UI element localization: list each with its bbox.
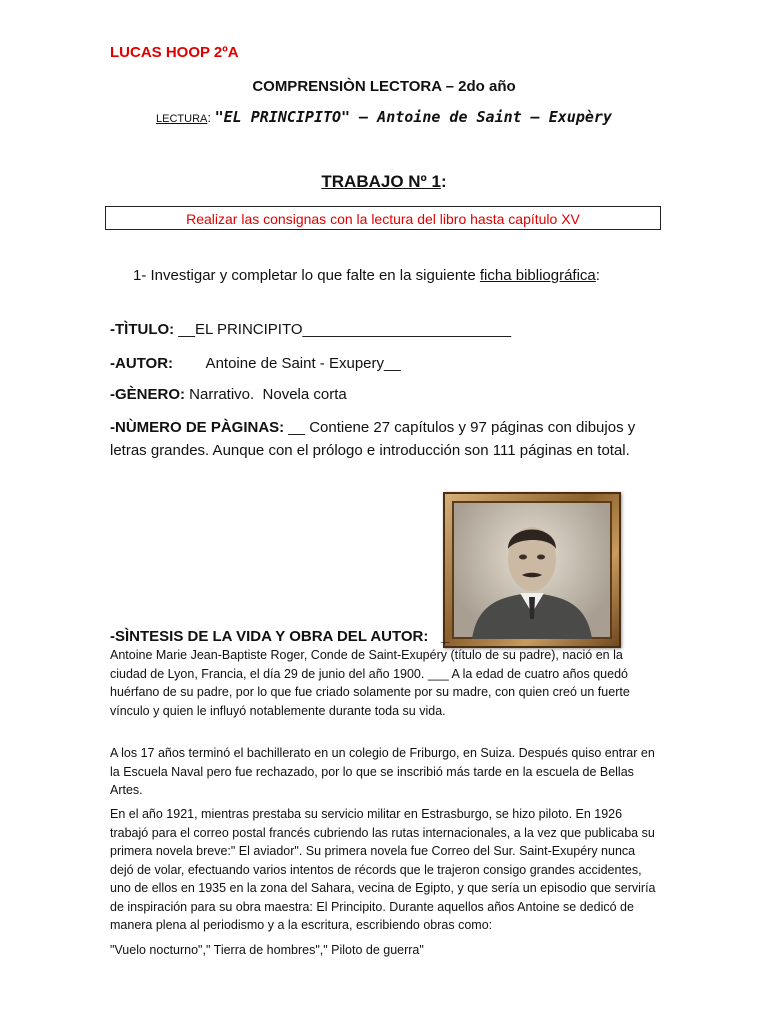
biography-paragraph: A los 17 años terminó el bachillerato en un colegio de Friburgo, en Suiza. Después quiso entrar en la Escuela Naval pero fue rechazado, por lo que se inscribió más tarde en la escuela de Bellas Artes. — [110, 746, 655, 797]
author-portrait-photo — [452, 501, 612, 639]
question-1 — [133, 267, 600, 284]
course-title: COMPRENSIÒN LECTORA – 2do año — [252, 78, 516, 95]
field-genero — [110, 386, 347, 403]
work-title-text: TRABAJO Nº 1 — [321, 172, 441, 191]
reading-title: "EL PRINCIPITO" – Antoine de Saint – Exupèry — [214, 108, 612, 126]
reading-separator: : — [207, 110, 215, 125]
biography-heading: -SÌNTESIS DE LA VIDA Y OBRA DEL AUTOR: _ — [110, 628, 450, 645]
question-1-link: ficha bibliográfica — [479, 267, 596, 284]
field-genero-label: -GÈNERO: — [110, 386, 185, 403]
portrait-figure — [452, 501, 612, 639]
field-paginas — [110, 416, 670, 462]
biography-paragraph: Antoine Marie Jean-Baptiste Roger, Conde de Saint-Exupéry (título de su padre), nació en la ciudad de Lyon, Francia, el día 29 de junio del año 1900. ___ A la edad de cuatro años quedó huérfano de su padre, por lo que fue criado solamente por su madre, con quien creó un fuerte vínculo y quien le influyó notablemente durante toda su vida. — [110, 648, 630, 718]
work-title-suffix: : — [440, 172, 447, 191]
field-autor — [110, 355, 401, 372]
reading-label: LECTURA — [156, 113, 208, 125]
student-name: LUCAS HOOP 2ºA — [110, 44, 239, 61]
field-autor-label: -AUTOR: — [110, 355, 174, 372]
biography-paragraph: En el año 1921, mientras prestaba su servicio militar en Estrasburgo, se hizo piloto. En 1926 trabajó para el correo postal francés cubriendo las rutas internacionales, a la vez que publicaba su primera novela breve:" El aviador". Su primera novela fue Correo del Sur. Saint-Exupéry nunca dejó de volar, efectuando varios intentos de récords que le trajeron consigo grandes accidentes, uno de ellos en 1935 en la zona del Sahara, vecina de Egipto, y que sería un episodio que serviría de inspiración para su obra maestra: El Principito. Durante aquellos años Antoine se dedicó de manera plena al periodismo y a la escritura, escribiendo obras como: — [110, 807, 656, 932]
field-autor-value: Antoine de Saint - Exupery__ — [173, 355, 401, 372]
field-titulo-value: __EL PRINCIPITO_________________________ — [174, 321, 512, 338]
instruction-box: Realizar las consignas con la lectura del libro hasta capítulo XV — [105, 206, 661, 230]
field-paginas-label: -NÙMERO DE PÀGINAS: — [110, 419, 285, 436]
author-portrait — [443, 492, 621, 648]
question-1-prefix: 1- Investigar y completar lo que falte en la siguiente — [133, 267, 480, 284]
work-title — [0, 172, 768, 192]
field-titulo — [110, 321, 511, 338]
reading-line — [0, 108, 768, 126]
field-paginas-value: __ Contiene 27 capítulos y 97 páginas con dibujos y letras grandes. Aunque con el prólogo e introducción son 111 páginas en total. — [110, 419, 636, 459]
field-titulo-label: -TÌTULO: — [110, 321, 175, 338]
question-1-suffix: : — [595, 267, 600, 284]
biography-works: "Vuelo nocturno"," Tierra de hombres"," Piloto de guerra" — [110, 943, 424, 957]
field-genero-value: Narrativo. Novela corta — [185, 386, 347, 403]
